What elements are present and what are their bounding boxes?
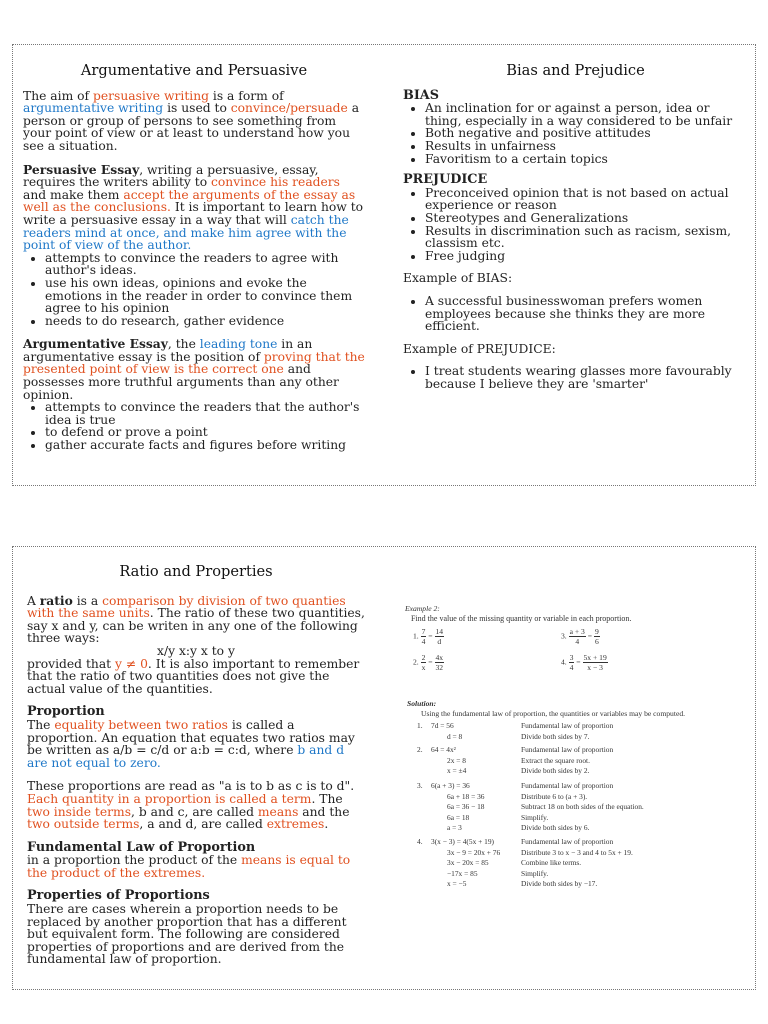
list-item: • Preconceived opinion that is not based on actual experience or reason	[425, 187, 748, 212]
problem-4: 4. $\frac{3}{4}$ = $\frac{5x + 19}{x - 3}$	[561, 653, 607, 672]
example-label: Example 2:	[405, 604, 440, 613]
ratio-paragraph: A ratio is a comparison by division of two quanties with the same units. The ratio of these two quantities, say x and y, can be writen in any one of the following three ways:	[27, 592, 365, 646]
list-item: • Results in discrimination such as racism, sexism, classism etc.	[425, 225, 748, 250]
ratio-forms: x/y x:y x to y	[157, 643, 235, 658]
solution-explanation: Distribute 3 to x − 3 and 4 to 5x + 19.	[521, 847, 633, 857]
solution-equation: 3x − 9 = 20x + 76	[447, 847, 501, 857]
solution-step-number: 4.	[417, 837, 423, 846]
example-image	[403, 599, 743, 979]
bias-heading: BIAS	[403, 87, 439, 103]
solution-explanation: Divide both sides by 7.	[521, 731, 590, 741]
problem-1: 1. $\frac{7}{4}$ = $\frac{14}{d}$	[413, 627, 444, 646]
bias-bullets	[403, 102, 748, 165]
example-prejudice-label: Example of PREJUDICE:	[403, 341, 556, 356]
list-item: • gather accurate facts and figures before writing	[45, 439, 365, 452]
solution-explanation: Distribute 6 to (a + 3).	[521, 791, 588, 801]
example-bias-list	[403, 295, 748, 333]
solution-step-number: 2.	[417, 745, 423, 754]
solution-equation: x = −5	[447, 879, 467, 888]
provided-paragraph: provided that y ≠ 0. It is also important to remember that the ratio of two quantities does not give the actual value of the quantities.	[27, 656, 360, 696]
ratio-column	[27, 563, 365, 967]
example-prejudice-list	[403, 365, 748, 390]
read-paragraph: These proportions are read as "a is to b as c is to d". Each quantity in a proportion is called a term. The two inside terms, b and c, are called means and the two outside terms, a and d, are called extremes.	[27, 779, 355, 832]
argumentative-essay-paragraph: Argumentative Essay, the leading tone in an argumentative essay is the position of proving that the presented point of view is the correct one and possesses more truthful arguments than any other opinion.	[23, 336, 365, 402]
list-item: • use his own ideas, opinions and evoke the emotions in the reader in order to convince them agree to his opinion	[45, 277, 365, 315]
proportion-heading: Proportion	[27, 704, 105, 720]
list-item: • I treat students wearing glasses more favourably because I believe they are 'smarter'	[425, 365, 748, 390]
solution-equation: d = 8	[447, 731, 463, 741]
solution-explanation: Fundamental law of proportion	[521, 721, 614, 730]
problem-3: 3. $\frac{a + 3}{4}$ = $\frac{9}{6}$	[561, 627, 599, 646]
solution-explanation: Fundamental law of proportion	[521, 837, 614, 846]
solution-explanation: Divide both sides by −17.	[521, 879, 598, 888]
problem-2: 2. $\frac{2}{x}$ = $\frac{4x}{32}$	[413, 653, 444, 672]
list-item: • attempts to convince the readers to agree with author's ideas.	[45, 252, 365, 277]
solution-equation: 3x − 20x = 85	[447, 858, 489, 867]
solution-explanation: Simplify.	[521, 868, 549, 878]
slide-ratio-properties	[12, 546, 756, 990]
solution-explanation: Simplify.	[521, 812, 549, 822]
persuasive-bullets	[23, 252, 365, 328]
argumentative-bullets	[23, 401, 365, 451]
list-item: • Both negative and positive attitudes	[425, 127, 748, 140]
solution-intro: Using the fundamental law of proportion, the quantities or variables may be computed.	[421, 709, 686, 718]
argumentative-intro: The aim of persuasive writing is a form of argumentative writing is used to convince/persuade a person or group of persons to see something from your point of view or at least to understand how you see a situation.	[23, 88, 360, 153]
solution-explanation: Extract the square root.	[521, 755, 590, 765]
example-bias-label: Example of BIAS:	[403, 271, 513, 286]
solution-explanation: Fundamental law of proportion	[521, 745, 614, 754]
solution-equation: 64 = 4x²	[431, 745, 456, 754]
argumentative-column	[23, 62, 365, 453]
solution-equation: 3(x − 3) = 4(5x + 19)	[431, 837, 494, 846]
solution-step-number: 1.	[417, 721, 423, 730]
slide-argumentative-bias	[12, 44, 756, 486]
example-instruction: Find the value of the missing quantity or variable in each proportion.	[411, 614, 632, 623]
prejudice-bullets	[403, 187, 748, 263]
solution-explanation: Divide both sides by 6.	[521, 823, 590, 832]
properties-heading: Properties of Proportions	[27, 888, 210, 904]
solution-explanation: Subtract 18 on both sides of the equation.	[521, 802, 644, 811]
list-item: • to defend or prove a point	[45, 426, 365, 439]
bias-title: Bias and Prejudice	[506, 62, 645, 79]
argumentative-title: Argumentative and Persuasive	[80, 62, 308, 79]
solution-explanation: Combine like terms.	[521, 858, 582, 867]
list-item: • An inclination for or against a person, idea or thing, especially in a way considered to be unfair	[425, 102, 748, 127]
solution-label: Solution:	[407, 699, 437, 708]
prejudice-heading: PREJUDICE	[403, 172, 488, 188]
list-item: • Stereotypes and Generalizations	[425, 212, 748, 225]
list-item: • needs to do research, gather evidence	[45, 315, 365, 328]
list-item: • A successful businesswoman prefers women employees because she thinks they are more efficient.	[425, 295, 748, 333]
list-item: • Results in unfairness	[425, 140, 748, 153]
solution-equation: a = 3	[447, 823, 462, 832]
persuasive-essay-paragraph: Persuasive Essay, writing a persuasive, essay, requires the writers ability to convince his readers and make them accept the arguments of the essay as well as the conclusions. It is important to learn how to write a persuasive essay in a way that will catch the readers mind at once, and make him agree with the point of view of the author.	[23, 161, 364, 253]
solution-step-number: 3.	[417, 781, 423, 790]
fundamental-heading: Fundamental Law of Proportion	[27, 839, 256, 855]
solution-equation: −17x = 85	[447, 868, 478, 878]
solution-equation: 6a = 36 − 18	[447, 802, 485, 811]
proportion-paragraph: The equality between two ratios is called a proportion. An equation that equates two ratios may be written as a/b = c/d or a:b = c:d, where b and d are not equal to zero.	[27, 717, 355, 770]
solution-explanation: Fundamental law of proportion	[521, 781, 614, 790]
list-item: • Free judging	[425, 250, 748, 263]
solution-equation: 6(a + 3) = 36	[431, 781, 470, 790]
fundamental-paragraph: in a proportion the product of the means is equal to the product of the extremes.	[27, 853, 351, 880]
solution-equation: x = ±4	[447, 766, 467, 775]
list-item: • Favoritism to a certain topics	[425, 153, 748, 166]
solution-equation: 2x = 8	[447, 755, 466, 765]
solution-equation: 6a + 18 = 36	[447, 791, 485, 801]
solution-equation: 7d = 56	[431, 721, 454, 730]
solution-explanation: Divide both sides by 2.	[521, 766, 590, 775]
solution-equation: 6a = 18	[447, 812, 470, 822]
bias-column	[403, 62, 748, 391]
list-item: • attempts to convince the readers that the author's idea is true	[45, 401, 365, 426]
ratio-title: Ratio and Properties	[119, 563, 273, 580]
properties-paragraph: There are cases wherein a proportion needs to be replaced by another proportion that has a different but equivalent form. The following are considered properties of proportions and are derived from the fundamental law of proportion.	[27, 902, 347, 967]
